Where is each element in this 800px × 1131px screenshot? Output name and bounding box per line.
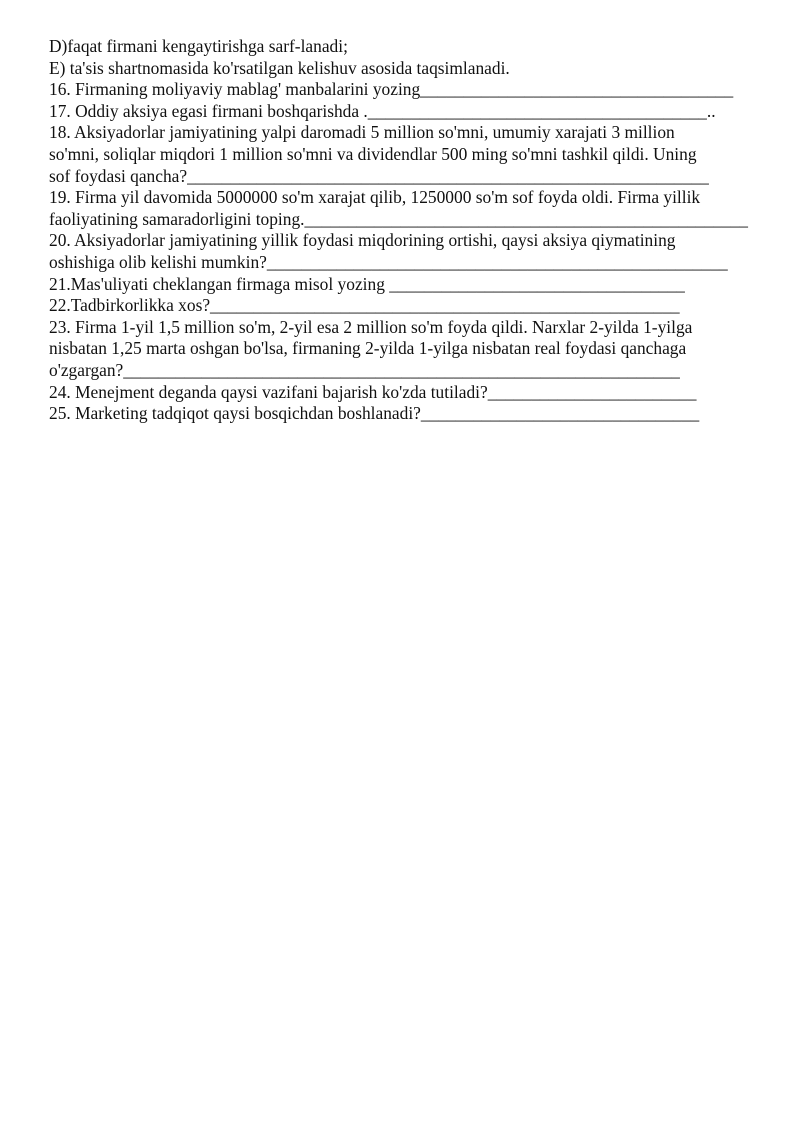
- question-22: 22.Tadbirkorlikka xos?______________________________________________________: [49, 295, 680, 316]
- question-20-line-1: 20. Aksiyadorlar jamiyatining yillik foydasi miqdorining ortishi, qaysi aksiya qiymatining: [49, 230, 676, 251]
- option-d-line: D)faqat firmani kengaytirishga sarf-lanadi;: [49, 36, 348, 56]
- question-17: 17. Oddiy aksiya egasi firmani boshqarishda ._______________________________________..: [49, 100, 716, 121]
- question-19-line-2: faoliyatining samaradorligini toping.___________________________________________________: [49, 208, 748, 229]
- question-25: 25. Marketing tadqiqot qaysi bosqichdan boshlanadi?________________________________: [49, 403, 700, 424]
- question-23-line-3: o'zgargan?________________________________________________________________: [49, 359, 680, 380]
- question-20-line-2: oshishiga olib kelishi mumkin?_____________________________________________________: [49, 251, 728, 272]
- question-list: [49, 36, 779, 425]
- question-18-line-2: so'mni, soliqlar miqdori 1 million so'mni va dividendlar 500 ming so'mni tashkil qildi. Uning: [49, 143, 697, 164]
- question-21: 21.Mas'uliyati cheklangan firmaga misol yozing __________________________________: [49, 273, 685, 294]
- question-18-line-1: 18. Aksiyadorlar jamiyatining yalpi daromadi 5 million so'mni, umumiy xarajati 3 million: [49, 122, 675, 143]
- question-19-line-1: 19. Firma yil davomida 5000000 so'm xarajat qilib, 1250000 so'm sof foyda oldi. Firma yillik: [49, 187, 701, 208]
- option-e-line: E) ta'sis shartnomasida ko'rsatilgan kelishuv asosida taqsimlanadi.: [49, 57, 510, 78]
- question-23-line-2: nisbatan 1,25 marta oshgan bo'lsa, firmaning 2-yilda 1-yilga nisbatan real foydasi qanchaga: [49, 338, 687, 359]
- question-18-line-3: sof foydasi qancha?____________________________________________________________: [49, 165, 709, 186]
- question-24: 24. Menejment deganda qaysi vazifani bajarish ko'zda tutiladi?________________________: [49, 381, 697, 402]
- question-23-line-1: 23. Firma 1-yil 1,5 million so'm, 2-yil esa 2 million so'm foyda qildi. Narxlar 2-yilda 1-yilga: [49, 316, 693, 337]
- question-16: 16. Firmaning moliyaviy mablag' manbalarini yozing____________________________________: [49, 79, 734, 100]
